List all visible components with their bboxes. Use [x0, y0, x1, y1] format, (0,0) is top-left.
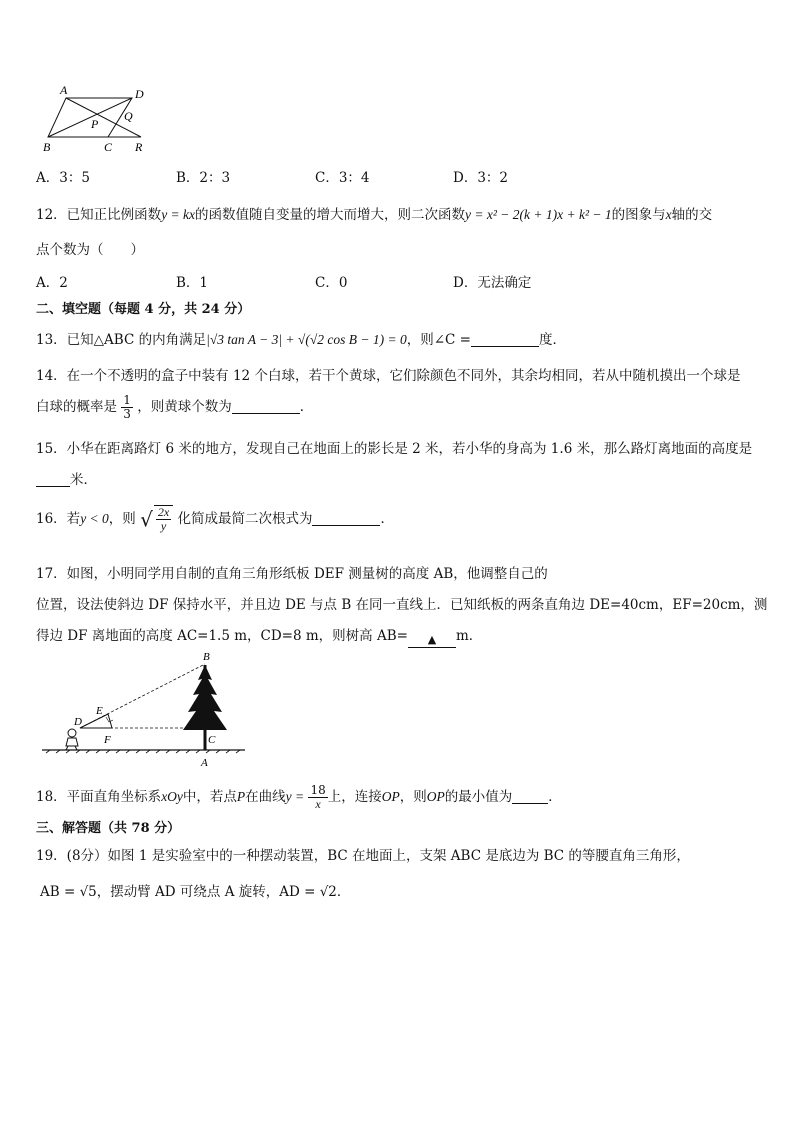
q18-den: x	[315, 797, 321, 811]
q12-line1	[36, 203, 712, 223]
label-f2: F	[104, 734, 111, 746]
q13-pre: 13．已知△ABC 的内角满足	[36, 332, 207, 348]
label-c: C	[104, 140, 113, 154]
q14-answer-blank[interactable]	[232, 399, 300, 414]
q11-option-c: C．3：4	[315, 170, 370, 186]
label-b: B	[43, 140, 51, 154]
q11-option-b: B．2：3	[176, 170, 231, 186]
q18-mid: 中，若点	[182, 789, 237, 805]
q15-post2: 米．	[70, 472, 97, 488]
q11-option-d: D．3：2	[453, 170, 509, 186]
q17-line3	[36, 624, 482, 648]
q19-line1: 19．(8分）如图 1 是实验室中的一种摆动装置，BC 在地面上，支架 ABC 是底边为 BC 的等腰直角三角形，	[36, 848, 690, 864]
q14-end: ．	[299, 399, 314, 415]
q16-num: 2x	[157, 505, 170, 519]
q18-line	[36, 784, 562, 811]
q18-pre: 18．平面直角坐标系	[36, 789, 162, 805]
q18-post: 的最小值为	[444, 789, 513, 805]
q16-den: y	[160, 519, 167, 533]
q16-fraction	[156, 506, 171, 533]
q12-linear-fn: y = kx	[161, 207, 196, 222]
q17-line2: 位置，设法使斜边 DF 保持水平，并且边 DE 与点 B 在同一直线上．已知纸板的两条直角边 DE=40cm，EF=20cm，测	[36, 597, 768, 613]
q14-pre2: 白球的概率是	[36, 399, 117, 415]
tree	[183, 665, 227, 750]
q12-post2: 轴的交	[671, 207, 713, 223]
q13-equation: |√3 tan A − 3| + √(√2 cos B − 1) = 0	[206, 332, 407, 347]
label-d2: D	[74, 716, 82, 728]
q12-line2: 点个数为（ ）	[36, 242, 144, 258]
q18-mid4: ，则	[399, 789, 427, 805]
q18-y: y =	[285, 789, 305, 804]
q12-option-c: C．0	[315, 275, 348, 291]
q14-line1: 14．在一个不透明的盒子中装有 12 个白球，若干个黄球，它们除颜色不同外，其余均相同，若从中随机摸出一个球是	[36, 368, 741, 384]
q18-mid2: 在曲线	[245, 789, 286, 805]
q12-option-a: A．2	[36, 275, 68, 291]
figure-parallelogram	[40, 80, 155, 160]
q18-point-p: P	[236, 789, 246, 804]
q17-answer-blank[interactable]	[408, 633, 456, 648]
q18-op: OP	[381, 789, 400, 804]
label-a: A	[60, 83, 68, 97]
q12-pre: 12．已知正比例函数	[36, 207, 162, 223]
q16-condition: y < 0	[80, 511, 109, 526]
label-b2: B	[203, 651, 210, 663]
q13-mid: ，则∠C =	[406, 332, 471, 348]
q13-line	[36, 328, 566, 348]
q16-mid: ，则	[108, 511, 136, 527]
q12-mid: 的函数值随自变量的增大而增大，则二次函数	[195, 207, 466, 223]
q12-post: 的图象与	[611, 207, 666, 223]
q15-answer-blank[interactable]	[36, 472, 70, 487]
q14-line2	[36, 394, 313, 421]
q15-line1: 15．小华在距离路灯 6 米的地方，发现自己在地面上的影长是 2 米，若小华的身高为 1.6 米，那么路灯离地面的高度是	[36, 441, 753, 457]
q12-option-d: D．无法确定	[453, 275, 532, 291]
q16-line: 16．若y < 0，则 √ $\frac{2x}{y}$ 化简成最简二次根式为 ．	[36, 505, 394, 533]
q14-den: 3	[123, 407, 131, 421]
q13-answer-blank[interactable]	[471, 332, 539, 347]
q16-pre: 16．若	[36, 511, 81, 527]
q17-line1: 17．如图，小明同学用自制的直角三角形纸板 DEF 测量树的高度 AB，他调整自己的	[36, 566, 548, 582]
label-q: Q	[124, 109, 133, 123]
q19-line2: AB = √5，摆动臂 AD 可绕点 A 旋转，AD = √2．	[40, 884, 351, 900]
q16-answer-blank[interactable]	[312, 511, 380, 526]
section-3-heading: 三、解答题（共 78 分）	[36, 821, 181, 836]
q16-radical	[154, 505, 173, 533]
q18-fraction	[308, 784, 327, 811]
q18-num: 18	[310, 783, 326, 797]
q17-line3-pre: 得边 DF 离地面的高度 AC=1.5 m，CD=8 m，则树高 AB=	[36, 628, 408, 644]
q12-quadratic: y = x² − 2(k + 1)x + k² − 1	[465, 207, 612, 222]
person	[66, 729, 78, 750]
label-e2: E	[96, 705, 103, 717]
label-p: P	[91, 117, 99, 131]
q18-answer-blank[interactable]	[512, 789, 548, 804]
q12-option-b: B．1	[176, 275, 209, 291]
q14-post2: ，则黄球个数为	[137, 399, 232, 415]
q14-num: 1	[123, 393, 131, 407]
q18-end: ．	[548, 789, 562, 805]
q18-op2: OP	[426, 789, 445, 804]
label-d: D	[135, 87, 144, 101]
label-c2: C	[208, 734, 216, 746]
q15-line2	[36, 468, 97, 488]
q16-end: ．	[380, 511, 394, 527]
q16-post: 化简成最简二次根式为	[177, 511, 313, 527]
figure-tree-measurement	[40, 650, 255, 775]
q14-fraction	[121, 394, 133, 421]
q13-post: 度．	[538, 332, 566, 348]
q17-triangle-mark: ▲	[427, 633, 437, 646]
line-bd	[48, 98, 132, 137]
section-2-heading: 二、填空题（每题 4 分，共 24 分）	[36, 302, 251, 317]
q11-option-a: A．3：5	[36, 170, 90, 186]
label-a2: A	[201, 757, 208, 769]
q18-xoy: xOy	[161, 789, 183, 804]
q17-unit: m．	[455, 628, 483, 644]
label-r: R	[135, 140, 143, 154]
q12-xvar: x	[665, 207, 672, 222]
q18-mid3: 上，连接	[327, 789, 382, 805]
